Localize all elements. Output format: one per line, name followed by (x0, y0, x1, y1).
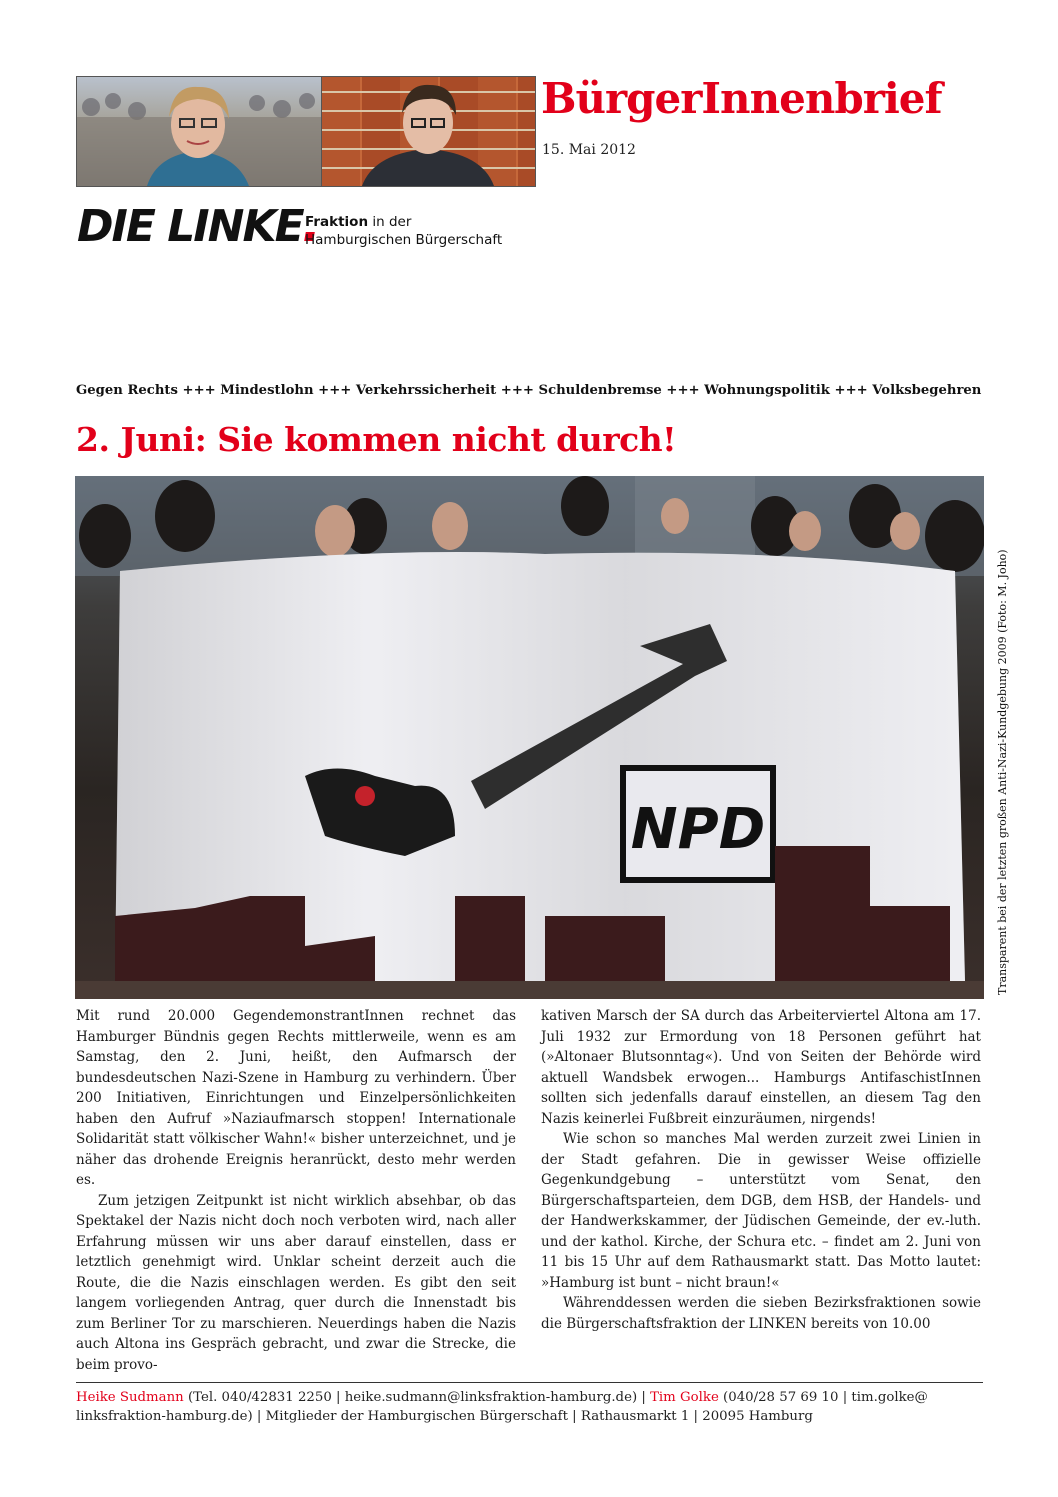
article-column-left (76, 1006, 516, 1375)
footer-address-line: linksfraktion-hamburg.de) | Mitglieder der Hamburgischen Bürgerschaft | Rathausmarkt 1 | 20095 Hamburg (76, 1409, 813, 1424)
portrait-photo-heike-sudmann (76, 76, 322, 187)
photo-caption: Transparent bei der letzten großen Anti-Nazi-Kundgebung 2009 (Foto: M. Joho) (996, 549, 1009, 995)
die-linke-logo (77, 197, 314, 257)
paragraph: Mit rund 20.000 GegendemonstrantInnen rechnet das Hamburger Bündnis gegen Rechts mittlerweile, wenn es am Samstag, den 2. Juni, heißt, den Aufmarsch der bundesdeutschen Nazi-Szene in Hamburg zu verhindern. Über 200 Initiativen, Einrichtungen und Einzelpersönlichkeiten haben den Aufruf »Naziaufmarsch stoppen! Internationale Solidarität statt völkischer Wahn!« bisher unterzeichnet, und je näher das drohende Ereignis heranrückt, desto mehr werden es. (76, 1008, 516, 1188)
main-photo-banner (75, 476, 984, 999)
issue-date: 15. Mai 2012 (542, 142, 636, 158)
contact-details-heike-sudmann: (Tel. 040/42831 2250 | heike.sudmann@linksfraktion-hamburg.de) | (183, 1390, 651, 1405)
topics-line: Gegen Rechts +++ Mindestlohn +++ Verkehrssicherheit +++ Schuldenbremse +++ Wohnungspolitik +++ Volksbegehren (76, 383, 982, 398)
article-column-right (541, 1006, 981, 1334)
footer-divider (76, 1382, 983, 1383)
logo-wordmark: DIE LINKE (77, 201, 303, 252)
paragraph: kativen Marsch der SA durch das Arbeiterviertel Altona am 17. Juli 1932 zur Ermordung von 18 Personen geführt hat (»Altonaer Blutsonntag«). Und von Seiten der Behörde wird aktuell Wandsbek erwogen... Hamburgs AntifaschistInnen sollten sich jedenfalls darauf einstellen, an diesem Tag den Nazis keinerlei Fußbreit einzuräumen, nirgends! (541, 1008, 981, 1127)
logo-subtitle (305, 213, 502, 249)
contact-name-heike-sudmann: Heike Sudmann (76, 1390, 184, 1405)
logo-subtitle-bold: Fraktion (305, 214, 369, 230)
paragraph: Währenddessen werden die sieben Bezirksfraktionen sowie die Bürgerschaftsfraktion der LINKEN bereits von 10.00 (541, 1295, 981, 1332)
contact-details-tim-golke: (040/28 57 69 10 | tim.golke@ (718, 1390, 928, 1405)
footer-contact (76, 1388, 986, 1426)
paragraph: Zum jetzigen Zeitpunkt ist nicht wirklich absehbar, ob das Spektakel der Nazis nicht doch noch verboten wird, nach aller Erfahrung müssen wir uns aber darauf einstellen, dass er letztlich genehmigt wird. Unklar scheint derzeit auch die Route, die die Nazis einschlagen werden. Es gibt den seit langem vorliegenden Antrag, quer durch die Innenstadt bis zum Berliner Tor zu marschieren. Neuerdings haben die Nazis auch Altona ins Gespräch gebracht, und zwar die Strecke, die beim provo- (76, 1192, 516, 1373)
newsletter-title: BürgerInnenbrief (541, 74, 942, 123)
contact-name-tim-golke: Tim Golke (650, 1390, 719, 1405)
portrait-photo-tim-golke (321, 76, 536, 187)
paragraph: Wie schon so manches Mal werden zurzeit zwei Linien in der Stadt gefahren. Die in gewisser Weise offizielle Gegenkundgebung – unterstützt vom Senat, den Bürgerschaftsparteien, dem DGB, dem HSB, der Handels- und der Handwerkskammer, der Jüdischen Gemeinde, der ev.-luth. und der kathol. Kirche, der Schura etc. – findet am 2. Juni von 11 bis 15 Uhr auf dem Rathausmarkt statt. Das Motto lautet: »Hamburg ist bunt – nicht braun!« (541, 1131, 981, 1291)
article-headline: 2. Juni: Sie kommen nicht durch! (76, 420, 677, 459)
logo-subtitle-line2: Hamburgischen Bürgerschaft (305, 232, 503, 248)
logo-subtitle-rest: in der (368, 214, 412, 230)
banner-npd-text: NPD (630, 797, 766, 862)
